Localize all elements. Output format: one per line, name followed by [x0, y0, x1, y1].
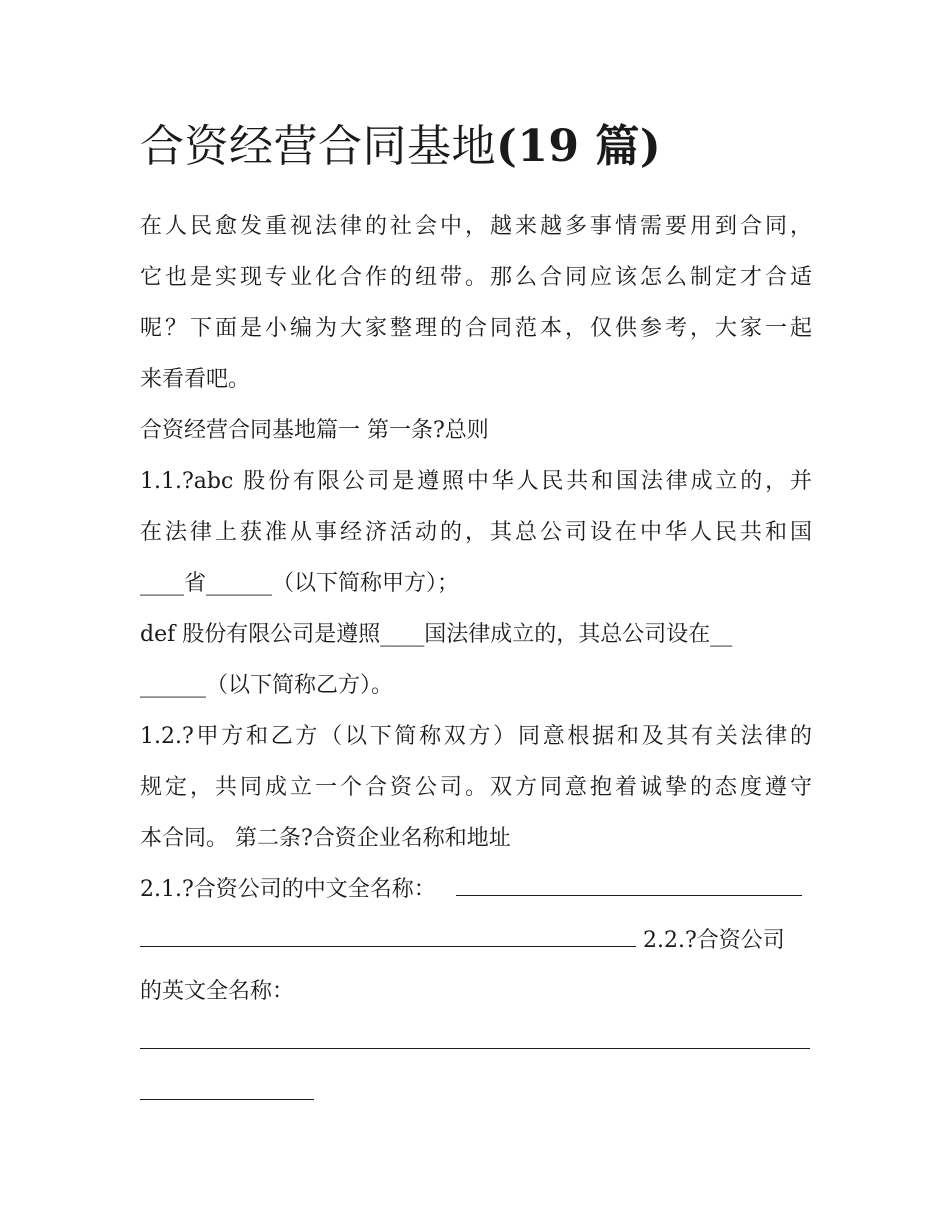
document-title — [140, 112, 812, 182]
blank-field-line — [140, 1085, 314, 1100]
clause-line — [140, 1068, 812, 1119]
clause-text: 省 — [184, 571, 207, 596]
intro-line: 呢？下面是小编为大家整理的合同范本，仅供参考，大家一起 — [140, 316, 812, 341]
field-label: 2.1.?合资公司的中文全名称： — [140, 877, 436, 902]
clause-text: 国法律成立的，其总公司设在 — [424, 622, 711, 647]
blank-underline: ______ — [140, 673, 206, 698]
clause-line: 1.1.?abc 股份有限公司是遵照中华人民共和国法律成立的，并 — [140, 469, 812, 494]
clause-line — [140, 915, 812, 966]
clause-line — [140, 864, 812, 915]
blank-underline: __ — [710, 622, 733, 647]
blank-underline: ____ — [380, 622, 425, 647]
clause-line: 的英文全名称： — [140, 979, 295, 1004]
blank-field-line — [456, 881, 802, 896]
blank-underline: ____ — [140, 571, 184, 596]
clause-line — [140, 1017, 812, 1068]
clause-text: （以下简称甲方）； — [272, 571, 460, 596]
clause-line — [140, 609, 812, 660]
clause-text: （以下简称乙方）。 — [206, 673, 394, 698]
clause-line — [140, 558, 812, 609]
clause-line: 在法律上获准从事经济活动的，其总公司设在中华人民共和国 — [140, 520, 812, 545]
section-heading: 合资经营合同基地篇一 第一条?总则 — [140, 418, 489, 443]
clause-line: 1.2.?甲方和乙方（以下简称双方）同意根据和及其有关法律的 — [140, 724, 812, 749]
clause-line: 本合同。 第二条?合资企业名称和地址 — [140, 826, 511, 851]
intro-line: 来看看吧。 — [140, 367, 251, 392]
clause-line: 规定，共同成立一个合资公司。双方同意抱着诚挚的态度遵守 — [140, 775, 812, 800]
blank-field-line — [140, 1034, 810, 1049]
blank-underline: ______ — [206, 571, 273, 596]
clause-text: def 股份有限公司是遵照 — [140, 622, 381, 647]
document-page — [140, 112, 812, 1119]
title-suffix: (19 篇) — [496, 121, 662, 172]
field-label: 2.2.?合资公司 — [643, 928, 785, 953]
title-main: 合资经营合同基地 — [140, 121, 496, 172]
intro-line: 它也是实现专业化合作的纽带。那么合同应该怎么制定才合适 — [140, 265, 812, 290]
document-body — [140, 201, 812, 1119]
intro-line: 在人民愈发重视法律的社会中，越来越多事情需要用到合同， — [140, 214, 812, 239]
clause-line — [140, 660, 812, 711]
blank-field-line — [140, 932, 636, 947]
